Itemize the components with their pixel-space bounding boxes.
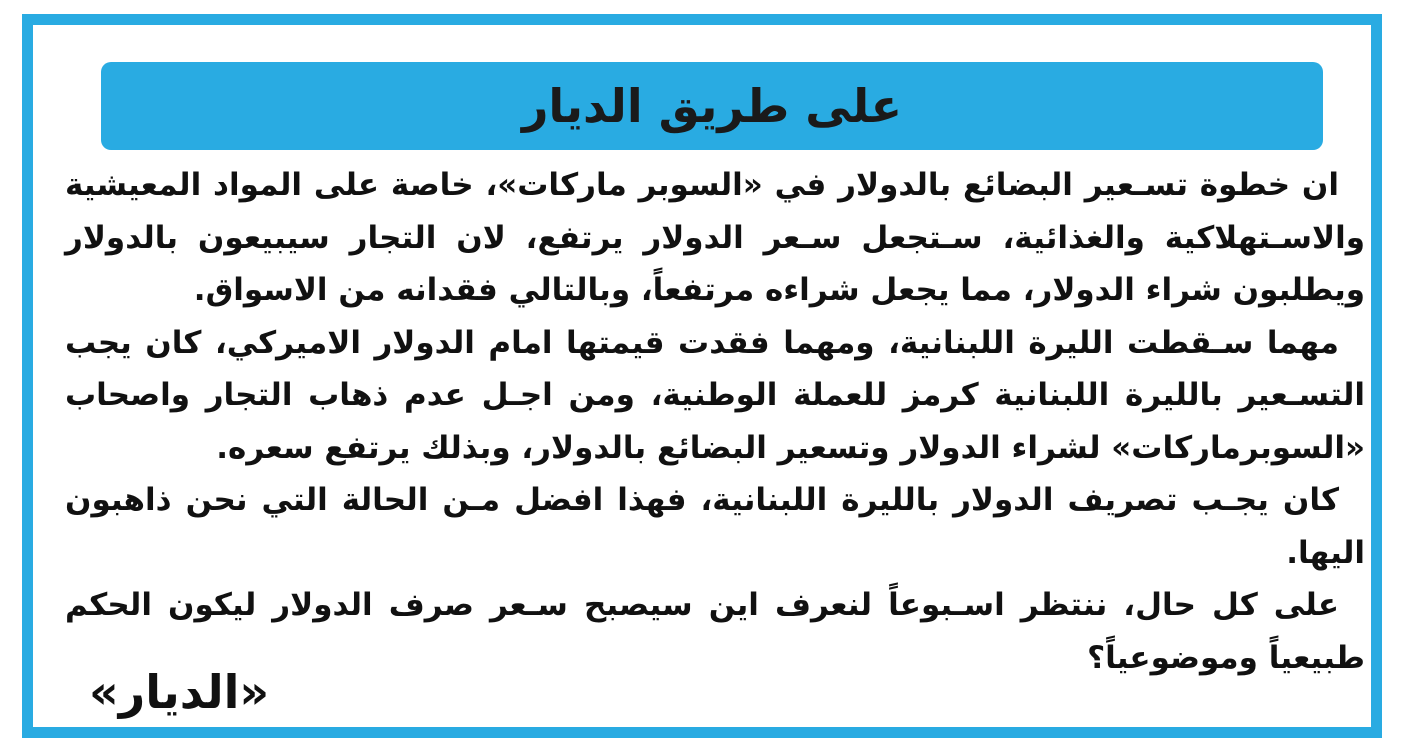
title-banner (101, 62, 1323, 150)
article-title: على طريق الديار (521, 79, 903, 133)
article-body (65, 159, 1365, 684)
paragraph-3: كان يجـب تصريف الدولار بالليرة اللبنانية، فهذا افضل مـن الحالة التي نحن ذاهبون اليها. (65, 482, 1365, 571)
paragraph-2: مهما سـقطت الليرة اللبنانية، ومهما فقدت قيمتها امام الدولار الاميركي، كان يجب التسـعير بالليرة اللبنانية كرمز للعملة الوطنية، ومن اجـل عدم ذهاب التجار واصحاب «السوبرماركات» لشراء الدولار وتسعير البضائع بالدولار، وبذلك يرتفع سعره. (65, 324, 1365, 466)
article-frame (22, 14, 1382, 738)
paragraph-4: على كل حال، ننتظر اسـبوعاً لنعرف اين سيصبح سـعر صرف الدولار ليكون الحكم طبيعياً وموضوعياً؟ (65, 587, 1365, 676)
article-signature: «الديار» (89, 665, 270, 719)
paragraph-1: ان خطوة تسـعير البضائع بالدولار في «السوبر ماركات»، خاصة على المواد المعيشية والاسـتهلاكية والغذائية، سـتجعل سـعر الدولار يرتفع، لان التجار سيبيعون بالدولار ويطلبون شراء الدولار، مما يجعل شراءه مرتفعاً، وبالتالي فقدانه من الاسواق. (65, 167, 1365, 308)
